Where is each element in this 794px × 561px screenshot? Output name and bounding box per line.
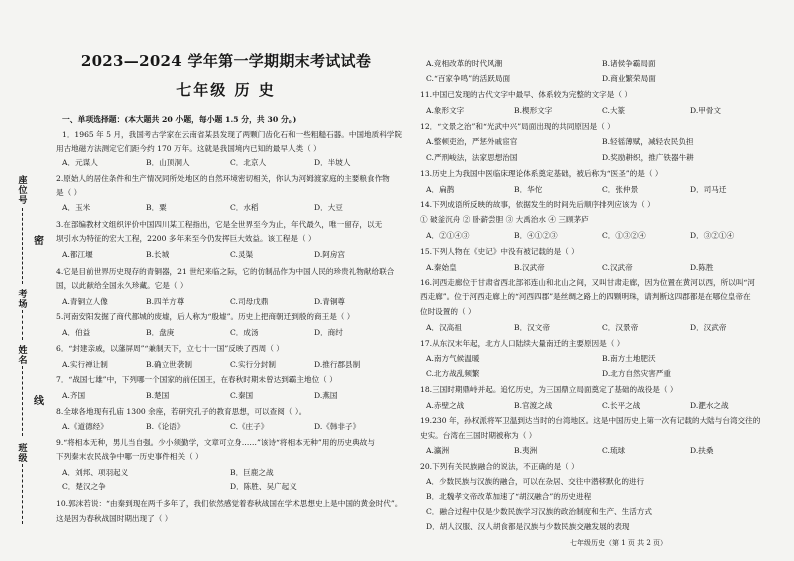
binding-margin <box>0 0 54 561</box>
question-11-line-1: 11.中国已发现的古代文字中最早、体系较为完整的文字是（ ） <box>420 90 632 99</box>
question-18-option-a: A.赤壁之战 <box>426 401 465 410</box>
question-20-option-a: A．少数民族与汉族的融合，可以在杂居、交往中潜移默化的进行 <box>426 477 645 486</box>
question-4-option-a: A.青铜立人像 <box>62 297 108 306</box>
question-14-option-c: C．①③②④ <box>602 231 646 240</box>
question-9-option-d: D．陈胜、吴广起义 <box>230 482 297 491</box>
question-8-option-c: C.《庄子》 <box>230 422 269 431</box>
question-12-option-c: C.严刑峻法，法家思想治国 <box>426 153 518 162</box>
question-1-line-1: 1．1965 年 5 月，我国考古学家在云南省某县发现了两颗门齿化石和一些粗糙石器。中国地质科学院 <box>62 130 402 139</box>
question-16-line-3: 位时设置的（ ） <box>420 307 476 316</box>
question-9-option-c: C．楚汉之争 <box>62 482 106 491</box>
question-20-line-1: 20.下列有关民族融合的说法，不正确的是（ ） <box>420 462 579 471</box>
question-16-line-2: 西走廊”。位于河西走廊上的“河西四郡”是丝绸之路上的四颗明珠，请判断这四郡都是在哪位皇帝在 <box>420 292 751 301</box>
question-5-line-1: 5.河南安阳发掘了商代都城的废墟，后人称为“殷墟”。历史上把商朝迁到殷的商王是（ ） <box>56 312 355 321</box>
question-1-line-2: 用古地磁方法测定它们距今约 170 万年。这就是我国境内已知的最早人类（ ） <box>56 144 321 153</box>
question-8-option-b: B.《论语》 <box>146 422 185 431</box>
question-9-option-a: A．刘邦、项羽起义 <box>62 468 129 477</box>
question-20-option-b: B．北魏孝文帝改革加速了“胡汉融合”的历史进程 <box>426 492 592 501</box>
exam-title: 2023—2024 学年第一学期期末考试试卷 <box>80 52 372 70</box>
question-6-option-b: B.确立世袭制 <box>146 360 192 369</box>
question-18-option-c: C.长平之战 <box>602 401 641 410</box>
question-17-option-c: C.北方战乱频繁 <box>426 369 480 378</box>
question-7-option-b: B.楚国 <box>146 391 170 400</box>
question-4-option-b: B.四羊方尊 <box>146 297 185 306</box>
question-14-line-1: 14.下列成语所反映的故事，依据发生的时间先后顺序排列应该为（ ） <box>420 200 655 209</box>
question-10-option-b: B.诸侯争霸局面 <box>602 59 656 68</box>
question-18-line-1: 18.三国时期鼎峙并起。追忆历史，为三国鼎立局面奠定了基础的战役是（ ） <box>420 385 678 394</box>
question-18-option-b: B.官渡之战 <box>514 401 553 410</box>
question-6-line-1: 6．“封建亲戚，以藩屏周”“兼制天下，立七十一国”反映了西周（ ） <box>56 344 284 353</box>
question-17-option-b: B.南方土地肥沃 <box>602 354 656 363</box>
question-7-line-1: 7．“战国七雄”中，下列哪一个国家的前任国王，在春秋时期未曾达到霸主地位（ ） <box>56 375 337 384</box>
question-2-option-b: B．粟 <box>146 203 167 212</box>
question-5-option-b: B．盘庚 <box>146 328 175 337</box>
question-16-option-b: B．汉文帝 <box>514 323 550 332</box>
question-3-option-a: A.都江堰 <box>62 250 93 259</box>
question-4-option-d: D.青铜尊 <box>314 297 346 306</box>
class-line <box>22 464 24 524</box>
question-19-line-1: 19.230 年，孙权派将军卫温到达当时的台湾地区。这是中国历史上第一次有记载的大陆与台湾交往的 <box>420 416 761 425</box>
question-3-line-2: 坝引水为特征的宏大工程，2200 多年来至今仍发挥巨大效益。该工程是（ ） <box>56 234 316 243</box>
question-11-option-b: B.楔形文字 <box>514 106 553 115</box>
question-4-line-1: 4.它是目前世界历史现存的青铜器，21 世纪来临之际，它的仿制品作为中国人民的珍贵礼物献给联合 <box>56 267 395 276</box>
question-13-option-d: D．司马迁 <box>690 185 727 194</box>
question-14-option-a: A．②①④③ <box>426 231 470 240</box>
question-14-option-d: D．③②①④ <box>690 231 735 240</box>
question-15-option-c: C.汉武帝 <box>602 263 633 272</box>
question-16-option-c: C．汉景帝 <box>602 323 639 332</box>
seal-mark: 密 <box>34 236 44 247</box>
question-16-line-1: 16.河西走廊位于甘肃省西北部祁连山和北山之间，又叫甘肃走廊，因为位置在黄河以西，所以叫“河 <box>420 278 755 287</box>
question-16-option-d: D．汉武帝 <box>690 323 727 332</box>
question-14-option-b: B．④①②③ <box>514 231 558 240</box>
question-8-line-1: 8.全球各地现有孔庙 1300 余座，若研究孔子的教育思想，可以查阅（ ）。 <box>56 407 307 416</box>
question-5-option-c: C．成汤 <box>230 328 259 337</box>
question-5-option-d: D．商纣 <box>314 328 343 337</box>
question-15-option-d: D.陈胜 <box>690 263 714 272</box>
question-3-option-b: B.长城 <box>146 250 170 259</box>
question-8-option-d: D.《韩非子》 <box>314 422 361 431</box>
question-6-option-c: C.实行分封制 <box>230 360 276 369</box>
question-10-line-2: 这是因为春秋战国时期出现了（ ） <box>56 514 173 523</box>
question-18-option-d: D.淝水之战 <box>690 401 729 410</box>
question-4-option-c: C.司母戊鼎 <box>230 297 269 306</box>
question-19-option-c: C.琉球 <box>602 446 626 455</box>
question-11-option-c: C.大篆 <box>602 106 626 115</box>
question-13-option-a: A．扁鹊 <box>426 185 455 194</box>
question-3-option-c: C.灵渠 <box>230 250 254 259</box>
question-4-line-2: 国，以此献给全国永久珍藏。它是（ ） <box>56 281 188 290</box>
question-10-option-a: A.竞相改革的时代风潮 <box>426 59 503 68</box>
seal-line-mark: 线 <box>34 396 44 407</box>
exam-room-line <box>22 310 24 340</box>
question-10-option-d: D.商业繁荣局面 <box>602 74 656 83</box>
question-9-option-b: B．巨鹿之战 <box>230 468 274 477</box>
question-16-option-a: A．汉高祖 <box>426 323 462 332</box>
question-17-line-1: 17.从东汉末年起，北方人口陆续大量南迁的主要原因是（ ） <box>420 339 625 348</box>
question-6-option-d: D.推行郡县制 <box>314 360 361 369</box>
question-10-option-c: C.“百家争鸣”的活跃局面 <box>426 74 511 83</box>
question-15-option-a: A.秦始皇 <box>426 263 457 272</box>
question-2-line-2: 是（ ） <box>56 188 82 197</box>
question-12-option-b: B.轻徭薄赋，减轻农民负担 <box>602 137 694 146</box>
question-17-option-d: D.北方自然灾害严重 <box>602 369 671 378</box>
question-3-line-1: 3.在部编教材文组织评价中国四川某工程指出，它是全世界至今为止，年代最久，唯一留存，以无 <box>56 220 383 229</box>
question-2-option-d: D．大豆 <box>314 203 343 212</box>
seat-label: 座位号 <box>18 176 28 206</box>
question-1-option-c: C．北京人 <box>230 158 267 167</box>
question-7-option-d: D.燕国 <box>314 391 338 400</box>
name-label: 姓名 <box>18 346 28 366</box>
question-19-option-b: B.夷洲 <box>514 446 538 455</box>
question-15-line-1: 15.下列人物在《史记》中没有被记载的是（ ） <box>420 247 579 256</box>
question-11-option-d: D.甲骨文 <box>690 106 722 115</box>
question-9-line-2: 下列秦末农民战争中哪一历史事件相关（ ） <box>56 452 203 461</box>
question-3-option-d: D.阿房宫 <box>314 250 346 259</box>
question-2-line-1: 2.原始人的居住条件和生产情况同所处地区的自然环境密切相关，你认为河姆渡家庭的主要粮食作物 <box>56 174 390 183</box>
question-7-option-a: A.齐国 <box>62 391 86 400</box>
question-13-option-c: C．张仲景 <box>602 185 639 194</box>
question-19-option-d: D.扶桑 <box>690 446 714 455</box>
question-2-option-a: A．玉米 <box>62 203 91 212</box>
question-12-option-a: A.整顿吏治，严惩外戚宦官 <box>426 137 518 146</box>
question-20-option-c: C．融合过程中仅是少数民族学习汉族的政治制度和生产、生活方式 <box>426 507 653 516</box>
question-1-option-d: D．半坡人 <box>314 158 351 167</box>
question-12-line-1: 12．“文景之治”和“光武中兴”局面出现的共同原因是（ ） <box>420 122 615 131</box>
question-8-option-a: A.《道德经》 <box>62 422 108 431</box>
question-19-line-2: 史实。台湾在三国时期被称为（ ） <box>420 431 537 440</box>
question-6-option-a: A.实行禅让制 <box>62 360 108 369</box>
question-19-option-a: A.瀛洲 <box>426 446 450 455</box>
exam-subtitle: 七年级 历 史 <box>176 81 276 99</box>
page-footer: 七年级历史（第 1 页 共 2 页） <box>570 539 668 547</box>
question-15-option-b: B.汉武帝 <box>514 263 545 272</box>
seat-line <box>22 208 24 284</box>
name-line <box>22 366 24 436</box>
question-14-line-2: ① 破釜沉舟 ② 卧薪尝胆 ③ 大禹治水 ④ 三顾茅庐 <box>420 215 589 224</box>
question-1-option-b: B．山顶洞人 <box>146 158 190 167</box>
question-10-line-1: 10.郭沫若说：“由秦到现在两千多年了，我们依然感觉着春秋战国在学术思想史上是中国的黄金时代”。 <box>56 499 403 508</box>
question-9-line-1: 9.“将相本无种，男儿当自强。少小须勤学，文章可立身……”该诗“将相本无种”用的历史典故与 <box>56 438 375 447</box>
section-heading: 一、单项选择题：(本大题共 20 小题，每小题 1.5 分，共 30 分。) <box>62 115 297 124</box>
question-20-option-d: D．胡人汉服、汉人胡食都是汉族与少数民族交融发展的表现 <box>426 522 630 531</box>
question-1-option-a: A．元谋人 <box>62 158 98 167</box>
question-17-option-a: A.南方气候温暖 <box>426 354 480 363</box>
exam-room-label: 考场 <box>18 290 28 310</box>
question-11-option-a: A.象形文字 <box>426 106 465 115</box>
question-13-line-1: 13.历史上为我国中医临床理论体系奠定基础，被后称为“医圣”的是（ ） <box>420 169 663 178</box>
class-label: 班级 <box>18 444 28 464</box>
question-12-option-d: D.奖励耕织，推广铁器牛耕 <box>602 153 694 162</box>
question-7-option-c: C.秦国 <box>230 391 254 400</box>
question-5-option-a: A．伯益 <box>62 328 91 337</box>
question-13-option-b: B．华佗 <box>514 185 543 194</box>
question-2-option-c: C．水稻 <box>230 203 259 212</box>
